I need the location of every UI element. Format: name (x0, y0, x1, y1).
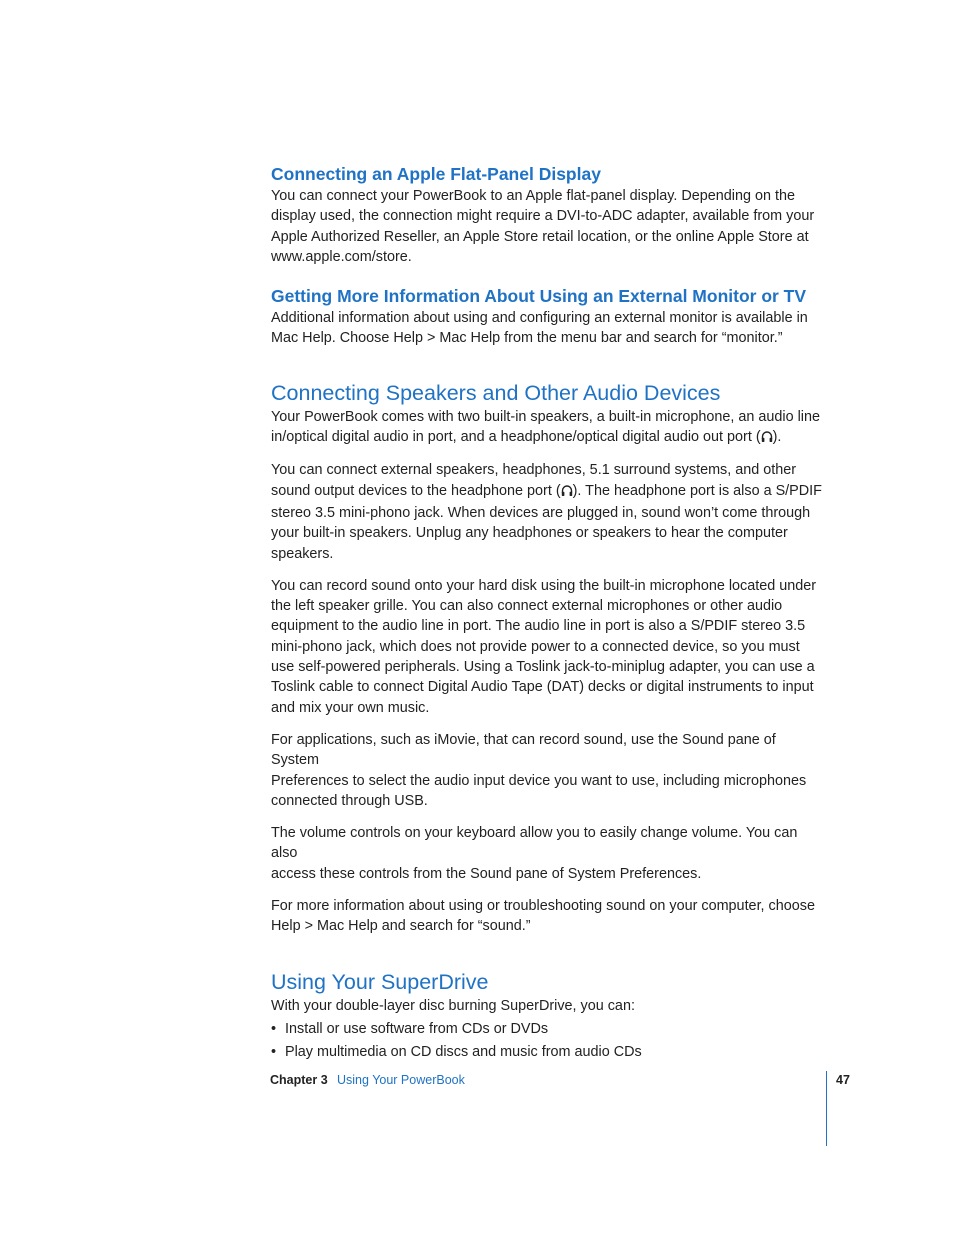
list-item-text: Install or use software from CDs or DVDs (285, 1020, 549, 1037)
footer-chapter-title: Using Your PowerBook (337, 1073, 465, 1087)
text-line: www.apple.com/store. (271, 248, 412, 265)
headphone-icon (561, 483, 573, 503)
page-content (271, 162, 827, 1063)
page-number: 47 (836, 1073, 850, 1087)
text-line: connected through USB. (271, 792, 428, 809)
text-line: use self-powered peripherals. Using a Toslink jack-to-miniplug adapter, you can use a (271, 659, 815, 676)
list-item (271, 1042, 827, 1062)
text-line: the left speaker grille. You can also connect external microphones or other audio (271, 598, 783, 615)
text-line: Preferences to select the audio input device you want to use, including microphones (271, 772, 807, 789)
text-line: display used, the connection might require a DVI-to-ADC adapter, available from your (271, 208, 815, 225)
heading-superdrive: Using Your SuperDrive (271, 969, 489, 994)
text-line: You can record sound onto your hard disk using the built-in microphone located under (271, 577, 817, 594)
text-line: You can connect your PowerBook to an Apple flat-panel display. Depending on the (271, 188, 796, 204)
paragraph-flat-panel-display (271, 186, 827, 267)
paragraph-superdrive-intro: With your double-layer disc burning SuperDrive, you can: (271, 997, 635, 1014)
list-item (271, 1019, 827, 1039)
text-line: The volume controls on your keyboard allow you to easily change volume. You can also (271, 825, 798, 862)
text-line: For applications, such as iMovie, that can record sound, use the Sound pane of System (271, 731, 776, 769)
text-fragment: ). (772, 429, 782, 446)
bullet: • (271, 1044, 277, 1061)
footer-divider (826, 1071, 827, 1146)
heading-speakers-audio: Connecting Speakers and Other Audio Devices (271, 380, 721, 405)
paragraph-volume-controls (271, 823, 827, 884)
heading-flat-panel-display: Connecting an Apple Flat-Panel Display (271, 164, 601, 184)
text-line: mini-phono jack, which does not provide power to a connected device, so you must (271, 638, 800, 655)
text-line: Additional information about using and configuring an external monitor is available in (271, 310, 808, 327)
paragraph-audio-ports (271, 407, 827, 450)
text-line: For more information about using or troubleshooting sound on your computer, choose (271, 898, 815, 915)
text-line: Help > Mac Help and search for “sound.” (271, 918, 531, 935)
paragraph-external-speakers (271, 460, 827, 563)
text-line: your built-in speakers. Unplug any headphones or speakers to hear the computer (271, 525, 788, 542)
text-line: Apple Authorized Reseller, an Apple Store retail location, or the online Apple Store at (271, 228, 809, 245)
paragraph-imovie-sound (271, 730, 827, 811)
text-line: You can connect external speakers, headphones, 5.1 surround systems, and other (271, 462, 797, 479)
footer-chapter-label: Chapter 3 (270, 1073, 328, 1087)
text-line: Toslink cable to connect Digital Audio Tape (DAT) decks or digital instruments to input (271, 679, 814, 696)
text-line: access these controls from the Sound pane of System Preferences. (271, 865, 702, 882)
bullet: • (271, 1020, 277, 1037)
superdrive-capabilities-list (271, 1019, 827, 1063)
text-line: Your PowerBook comes with two built-in speakers, a built-in microphone, an audio line (271, 408, 821, 425)
paragraph-record-sound (271, 576, 827, 718)
text-line: Mac Help. Choose Help > Mac Help from the menu bar and search for “monitor.” (271, 330, 783, 347)
text-line: equipment to the audio line in port. The audio line in port is also a S/PDIF stereo 3.5 (271, 618, 806, 635)
list-item-text: Play multimedia on CD discs and music from audio CDs (285, 1044, 642, 1061)
text-line: stereo 3.5 mini-phono jack. When devices are plugged in, sound won’t come through (271, 504, 811, 521)
headphone-icon (761, 429, 773, 449)
text-line: and mix your own music. (271, 699, 430, 716)
text-fragment: sound output devices to the headphone port ( (271, 482, 561, 499)
text-line: speakers. (271, 545, 334, 562)
heading-external-monitor-info: Getting More Information About Using an External Monitor or TV (271, 286, 807, 307)
text-fragment: ). The headphone port is also a S/PDIF (572, 482, 822, 499)
text-fragment: in/optical digital audio in port, and a headphone/optical digital audio out port ( (271, 429, 761, 446)
paragraph-external-monitor-info (271, 308, 827, 349)
paragraph-more-sound-info (271, 896, 827, 937)
